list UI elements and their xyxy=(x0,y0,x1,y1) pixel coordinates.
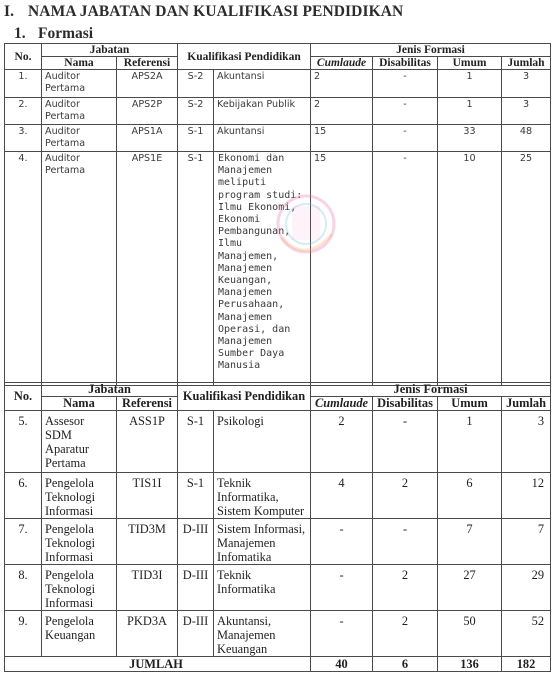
cell-cumlaude: 4 xyxy=(311,473,373,519)
cell-jumlah: 3 xyxy=(502,98,551,125)
section-title: NAMA JABATAN DAN KUALIFIKASI PENDIDIKAN xyxy=(28,3,404,20)
cell-cumlaude: 2 xyxy=(311,70,373,98)
header-jumlah: Jumlah xyxy=(502,397,551,411)
cell-no: 7. xyxy=(5,519,42,565)
cell-umum: 6 xyxy=(438,473,502,519)
header-referensi: Referensi xyxy=(117,57,178,70)
cell-nama: Auditor Pertama xyxy=(42,70,117,98)
table-row xyxy=(5,98,551,125)
cell-umum: 33 xyxy=(438,125,502,152)
cell-disabilitas: 2 xyxy=(373,473,438,519)
cell-nama: Pengelola Teknologi Informasi xyxy=(42,473,117,519)
formasi-table-top xyxy=(4,43,551,386)
cell-kualifikasi: Akuntansi xyxy=(214,70,311,98)
cell-jenjang: S-1 xyxy=(178,411,214,473)
formasi-table-bottom xyxy=(4,382,551,672)
cell-disabilitas: 2 xyxy=(373,565,438,611)
cell-jenjang: S-2 xyxy=(178,70,214,98)
cell-no: 6. xyxy=(5,473,42,519)
cell-no: 1. xyxy=(5,70,42,98)
cell-cumlaude: 15 xyxy=(311,125,373,152)
header-umum: Umum xyxy=(438,397,502,411)
cell-no: 3. xyxy=(5,125,42,152)
cell-referensi: TIS1I xyxy=(117,473,178,519)
cell-kualifikasi: Teknik Informatika, Sistem Komputer xyxy=(214,473,311,519)
cell-cumlaude: 2 xyxy=(311,411,373,473)
cell-referensi: APS1A xyxy=(117,125,178,152)
total-label: JUMLAH xyxy=(5,657,311,672)
cell-cumlaude: 15 xyxy=(311,152,373,386)
cell-nama: Auditor Pertama xyxy=(42,98,117,125)
table-row xyxy=(5,70,551,98)
cell-disabilitas: - xyxy=(373,519,438,565)
cell-umum: 1 xyxy=(438,411,502,473)
section-number: I. xyxy=(4,3,15,20)
cell-kualifikasi: Akuntansi xyxy=(214,125,311,152)
header-disabilitas: Disabilitas xyxy=(373,397,438,411)
cell-jenjang: D-III xyxy=(178,611,214,657)
cell-jumlah: 3 xyxy=(502,70,551,98)
cell-referensi: APS1E xyxy=(117,152,178,386)
cell-no: 5. xyxy=(5,411,42,473)
cell-kualifikasi: Akuntansi, Manajemen Keuangan xyxy=(214,611,311,657)
header-nama: Nama xyxy=(42,57,117,70)
header-kualifikasi: Kualifikasi Pendidikan xyxy=(178,383,311,411)
total-row xyxy=(5,657,551,672)
cell-jumlah: 7 xyxy=(502,519,551,565)
header-jumlah: Jumlah xyxy=(502,57,551,70)
cell-nama: Assesor SDM Aparatur Pertama xyxy=(42,411,117,473)
total-cumlaude: 40 xyxy=(311,657,373,672)
cell-no: 9. xyxy=(5,611,42,657)
table-row xyxy=(5,473,551,519)
header-no: No. xyxy=(5,44,42,70)
table-row xyxy=(5,152,551,386)
cell-umum: 27 xyxy=(438,565,502,611)
cell-kualifikasi: Ekonomi dan Manajemen meliputi program studi: Ilmu Ekonomi, Ekonomi Pembangunan, Ilmu Manajemen, Manajemen Keuangan, Manajemen Perusahaan, Manajemen Operasi, dan Manajemen Sumber Daya Manusia xyxy=(214,152,311,386)
total-disabilitas: 6 xyxy=(373,657,438,672)
header-referensi: Referensi xyxy=(117,397,178,411)
cell-kualifikasi: Psikologi xyxy=(214,411,311,473)
cell-jenjang: D-III xyxy=(178,519,214,565)
cell-no: 2. xyxy=(5,98,42,125)
cell-jenjang: S-1 xyxy=(178,125,214,152)
header-jabatan: Jabatan xyxy=(42,44,178,57)
subsection-heading xyxy=(14,25,93,43)
cell-disabilitas: - xyxy=(373,70,438,98)
header-disabilitas: Disabilitas xyxy=(373,57,438,70)
cell-jenjang: S-1 xyxy=(178,473,214,519)
header-cumlaude: Cumlaude xyxy=(311,397,373,411)
cell-cumlaude: - xyxy=(311,519,373,565)
header-no: No. xyxy=(5,383,42,411)
total-umum: 136 xyxy=(438,657,502,672)
cell-referensi: TID3M xyxy=(117,519,178,565)
cell-umum: 1 xyxy=(438,98,502,125)
table-row xyxy=(5,125,551,152)
cell-nama: Pengelola Teknologi Informasi xyxy=(42,519,117,565)
cell-nama: Auditor Pertama xyxy=(42,152,117,386)
subsection-title: Formasi xyxy=(38,25,94,42)
cell-jenjang: S-2 xyxy=(178,98,214,125)
total-jumlah: 182 xyxy=(502,657,551,672)
cell-jumlah: 52 xyxy=(502,611,551,657)
section-heading xyxy=(4,3,403,21)
cell-kualifikasi: Kebijakan Publik xyxy=(214,98,311,125)
header-jenis-formasi: Jenis Formasi xyxy=(311,44,551,57)
table-row xyxy=(5,611,551,657)
cell-nama: Pengelola Teknologi Informasi xyxy=(42,565,117,611)
cell-kualifikasi: Teknik Informatika xyxy=(214,565,311,611)
cell-umum: 1 xyxy=(438,70,502,98)
cell-umum: 7 xyxy=(438,519,502,565)
header-jabatan: Jabatan xyxy=(42,383,178,397)
cell-jumlah: 29 xyxy=(502,565,551,611)
cell-kualifikasi: Sistem Informasi, Manajemen Infomatika xyxy=(214,519,311,565)
subsection-number: 1. xyxy=(14,25,26,42)
cell-jumlah: 48 xyxy=(502,125,551,152)
cell-cumlaude: - xyxy=(311,611,373,657)
cell-cumlaude: - xyxy=(311,565,373,611)
header-cumlaude: Cumlaude xyxy=(311,57,373,70)
table-row xyxy=(5,519,551,565)
cell-umum: 50 xyxy=(438,611,502,657)
header-jenis-formasi: Jenis Formasi xyxy=(311,383,551,397)
table-row xyxy=(5,411,551,473)
cell-disabilitas: - xyxy=(373,98,438,125)
cell-referensi: PKD3A xyxy=(117,611,178,657)
cell-nama: Pengelola Keuangan xyxy=(42,611,117,657)
cell-disabilitas: - xyxy=(373,125,438,152)
header-kualifikasi: Kualifikasi Pendidikan xyxy=(178,44,311,70)
cell-referensi: APS2A xyxy=(117,70,178,98)
table-row xyxy=(5,565,551,611)
header-umum: Umum xyxy=(438,57,502,70)
cell-jumlah: 3 xyxy=(502,411,551,473)
cell-nama: Auditor Pertama xyxy=(42,125,117,152)
cell-jumlah: 12 xyxy=(502,473,551,519)
cell-cumlaude: 2 xyxy=(311,98,373,125)
cell-disabilitas: 2 xyxy=(373,611,438,657)
cell-jenjang: D-III xyxy=(178,565,214,611)
cell-referensi: ASS1P xyxy=(117,411,178,473)
cell-disabilitas: - xyxy=(373,411,438,473)
cell-umum: 10 xyxy=(438,152,502,386)
cell-no: 8. xyxy=(5,565,42,611)
cell-jumlah: 25 xyxy=(502,152,551,386)
cell-no: 4. xyxy=(5,152,42,386)
header-nama: Nama xyxy=(42,397,117,411)
cell-jenjang: S-1 xyxy=(178,152,214,386)
cell-disabilitas: - xyxy=(373,152,438,386)
cell-referensi: TID3I xyxy=(117,565,178,611)
cell-referensi: APS2P xyxy=(117,98,178,125)
